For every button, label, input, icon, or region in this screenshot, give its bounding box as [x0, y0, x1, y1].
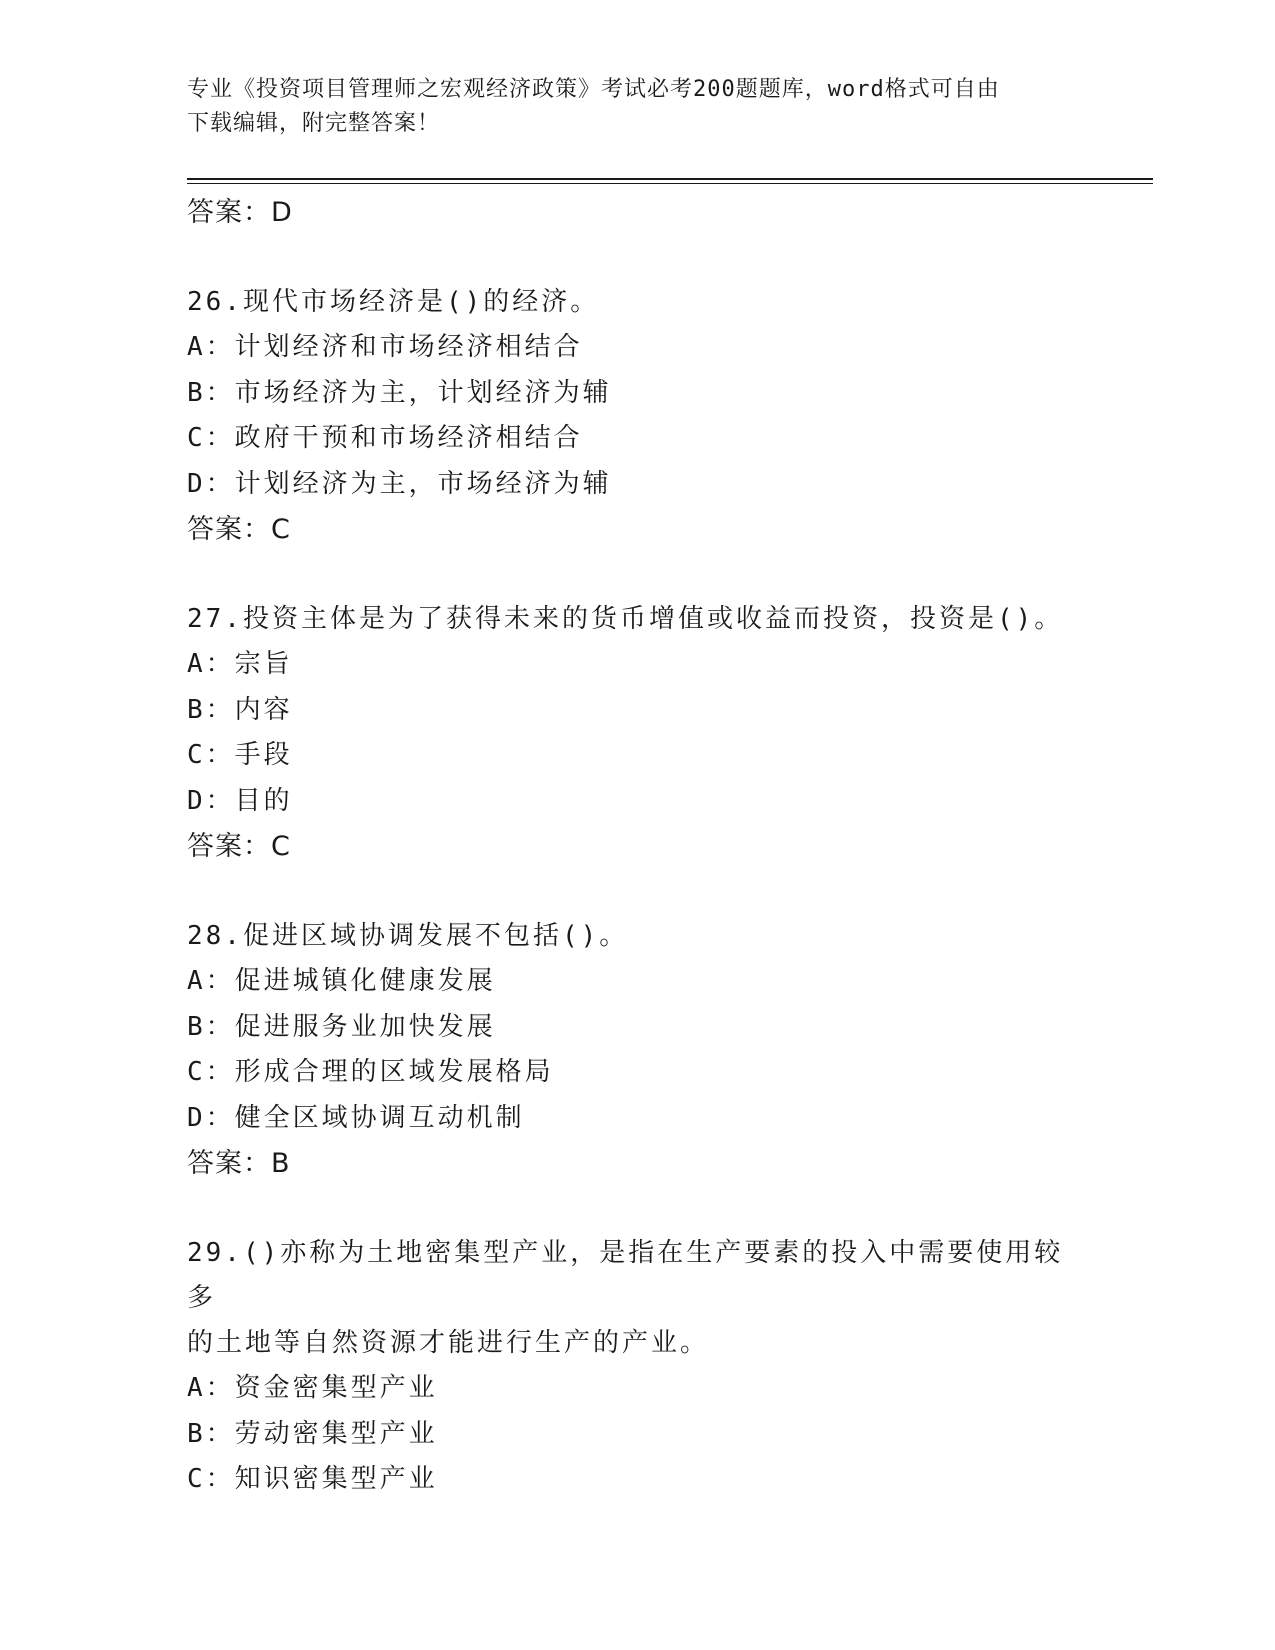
option-a: A：促进城镇化健康发展 [187, 966, 496, 996]
answer-line: 答案：C [187, 831, 291, 862]
header-line-1: 专业《投资项目管理师之宏观经济政策》考试必考200题题库，word格式可自由 [187, 77, 1000, 102]
option-b: B：劳动密集型产业 [187, 1418, 438, 1449]
option-b: B：内容 [187, 694, 293, 725]
question-26 [187, 280, 1087, 553]
header-line-2: 下载编辑，附完整答案！ [187, 111, 441, 136]
page-header [187, 73, 1087, 141]
question-29 [187, 1231, 1087, 1503]
answer-line: 答案：C [187, 514, 291, 545]
question-28 [187, 914, 1087, 1187]
header-divider [187, 178, 1153, 180]
option-c: C：政府干预和市场经济相结合 [187, 423, 583, 453]
option-d: D：计划经济为主，市场经济为辅 [187, 468, 612, 499]
option-b: B：促进服务业加快发展 [187, 1011, 496, 1042]
question-27 [187, 597, 1087, 870]
answer-line: 答案：B [187, 1148, 291, 1179]
question-stem: 27.投资主体是为了获得未来的货币增值或收益而投资，投资是()。 [187, 604, 1064, 634]
question-stem: 28.促进区域协调发展不包括()。 [187, 921, 629, 951]
option-c: C：手段 [187, 740, 293, 770]
question-stem-line-1: 29.()亦称为土地密集型产业，是指在生产要素的投入中需要使用较多 [187, 1238, 1064, 1313]
document-body [187, 190, 1087, 1503]
option-c: C：知识密集型产业 [187, 1464, 438, 1494]
header-divider-thin [187, 183, 1153, 184]
answer-line: 答案：D [187, 197, 293, 228]
option-a: A：计划经济和市场经济相结合 [187, 332, 583, 362]
question-stem-line-2: 的土地等自然资源才能进行生产的产业。 [187, 1328, 710, 1358]
option-a: A：资金密集型产业 [187, 1373, 438, 1403]
option-d: D：目的 [187, 785, 293, 816]
option-b: B：市场经济为主，计划经济为辅 [187, 377, 612, 408]
question-stem: 26.现代市场经济是()的经济。 [187, 287, 600, 317]
option-c: C：形成合理的区域发展格局 [187, 1057, 554, 1087]
option-a: A：宗旨 [187, 649, 293, 679]
option-d: D：健全区域协调互动机制 [187, 1102, 525, 1133]
